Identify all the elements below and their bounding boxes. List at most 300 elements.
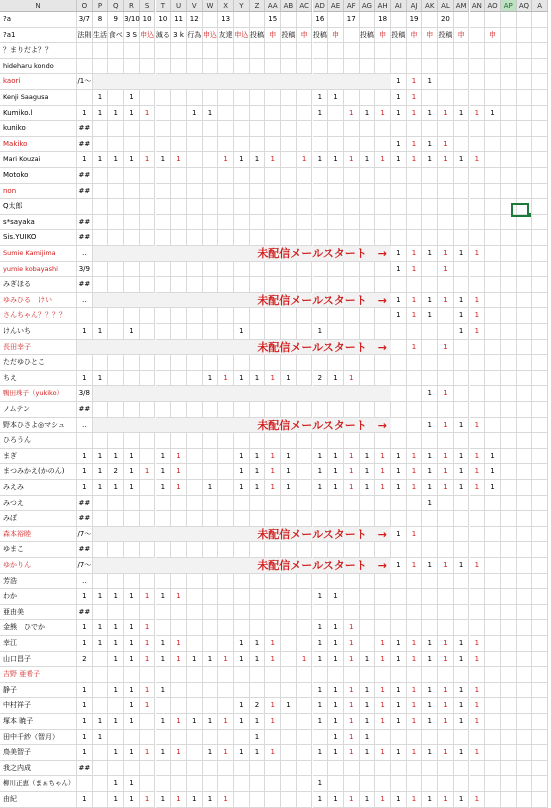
cell-aq[interactable] (517, 574, 533, 590)
cell-aa[interactable] (265, 215, 281, 231)
cell-ac[interactable] (297, 776, 313, 792)
cell-ad[interactable]: 1 (313, 90, 329, 106)
row-name-cell[interactable]: 田中千紗（智月） (0, 730, 77, 746)
cell-an[interactable] (470, 402, 486, 418)
cell-ao[interactable] (485, 527, 501, 543)
cell-aq[interactable] (517, 449, 533, 465)
cell-am[interactable] (454, 262, 470, 278)
cell-ad[interactable]: 1 (313, 745, 329, 761)
cell-ak[interactable] (422, 121, 438, 137)
cell-af[interactable] (344, 199, 360, 215)
cell-am[interactable]: 申 (454, 28, 470, 44)
cell-al[interactable] (438, 308, 454, 324)
cell-ao[interactable] (485, 12, 501, 28)
cell-ac[interactable] (297, 792, 313, 808)
cell-ad[interactable]: 投稿 (313, 28, 329, 44)
cell-ad[interactable]: 1 (313, 652, 329, 668)
cell-ag[interactable] (360, 230, 376, 246)
cell-ad[interactable] (313, 574, 329, 590)
cell-p[interactable] (93, 184, 109, 200)
cell-ao[interactable] (485, 698, 501, 714)
cell-ai[interactable]: 1 (391, 652, 407, 668)
cell-v[interactable] (187, 683, 203, 699)
cell-ag[interactable] (360, 776, 376, 792)
cell-ae[interactable]: 1 (328, 589, 344, 605)
cell-a[interactable] (532, 137, 548, 153)
cell-al[interactable]: 1 (438, 418, 454, 434)
cell-u[interactable] (171, 262, 187, 278)
row-name-cell[interactable]: Kenji Saagusa (0, 90, 77, 106)
cell-v[interactable] (187, 698, 203, 714)
cell-z[interactable] (250, 168, 266, 184)
cell-p[interactable]: 1 (93, 464, 109, 480)
cell-ah[interactable] (375, 620, 391, 636)
cell-ab[interactable]: 投稿 (281, 28, 297, 44)
cell-ak[interactable]: 1 (422, 636, 438, 652)
cell-ap[interactable] (501, 496, 517, 512)
cell-r[interactable]: 1 (124, 589, 140, 605)
cell-ai[interactable]: 1 (391, 698, 407, 714)
cell-aa[interactable] (265, 402, 281, 418)
cell-ai[interactable] (391, 168, 407, 184)
cell-an[interactable] (470, 137, 486, 153)
cell-ap[interactable] (501, 262, 517, 278)
cell-al[interactable] (438, 730, 454, 746)
cell-al[interactable]: 1 (438, 340, 454, 356)
cell-v[interactable] (187, 121, 203, 137)
cell-ac[interactable] (297, 402, 313, 418)
cell-o[interactable]: 3/9 (77, 262, 93, 278)
cell-r[interactable] (124, 761, 140, 777)
cell-aa[interactable]: 1 (265, 152, 281, 168)
cell-x[interactable] (218, 730, 234, 746)
cell-af[interactable]: 1 (344, 730, 360, 746)
column-header-aj[interactable]: AJ (407, 0, 423, 12)
cell-al[interactable]: 1 (438, 745, 454, 761)
cell-ap[interactable] (501, 589, 517, 605)
cell-p[interactable] (93, 215, 109, 231)
cell-p[interactable] (93, 776, 109, 792)
cell-t[interactable] (156, 761, 172, 777)
cell-z[interactable] (250, 620, 266, 636)
cell-v[interactable] (187, 433, 203, 449)
cell-ah[interactable] (375, 137, 391, 153)
cell-aa[interactable]: 申 (265, 28, 281, 44)
cell-s[interactable] (140, 761, 156, 777)
cell-ak[interactable]: 1 (422, 496, 438, 512)
cell-am[interactable]: 1 (454, 480, 470, 496)
cell-ai[interactable]: 1 (391, 308, 407, 324)
cell-ae[interactable]: 1 (328, 745, 344, 761)
cell-p[interactable] (93, 121, 109, 137)
cell-an[interactable] (470, 230, 486, 246)
cell-am[interactable]: 1 (454, 745, 470, 761)
cell-ao[interactable] (485, 168, 501, 184)
cell-ak[interactable] (422, 574, 438, 590)
cell-ai[interactable] (391, 667, 407, 683)
cell-a[interactable] (532, 184, 548, 200)
cell-ak[interactable] (422, 168, 438, 184)
cell-ai[interactable]: 1 (391, 745, 407, 761)
cell-aq[interactable] (517, 418, 533, 434)
column-header-al[interactable]: AL (438, 0, 454, 12)
cell-t[interactable] (156, 215, 172, 231)
cell-aj[interactable] (407, 730, 423, 746)
cell-ae[interactable] (328, 761, 344, 777)
cell-s[interactable] (140, 480, 156, 496)
cell-ad[interactable] (313, 230, 329, 246)
cell-x[interactable] (218, 449, 234, 465)
cell-p[interactable] (93, 542, 109, 558)
cell-ao[interactable] (485, 340, 501, 356)
cell-ah[interactable]: 1 (375, 745, 391, 761)
cell-af[interactable] (344, 574, 360, 590)
cell-v[interactable] (187, 589, 203, 605)
cell-al[interactable]: 1 (438, 636, 454, 652)
cell-ac[interactable] (297, 496, 313, 512)
cell-q[interactable] (108, 90, 124, 106)
cell-aq[interactable] (517, 371, 533, 387)
cell-ak[interactable]: 1 (422, 464, 438, 480)
cell-z[interactable]: 2 (250, 698, 266, 714)
cell-ao[interactable] (485, 90, 501, 106)
row-name-cell[interactable]: 吉野 亜希子 (0, 667, 77, 683)
cell-ab[interactable] (281, 730, 297, 746)
cell-v[interactable] (187, 542, 203, 558)
cell-aj[interactable] (407, 620, 423, 636)
cell-r[interactable] (124, 402, 140, 418)
cell-x[interactable] (218, 574, 234, 590)
cell-s[interactable] (140, 324, 156, 340)
cell-al[interactable]: 1 (438, 714, 454, 730)
cell-z[interactable] (250, 496, 266, 512)
row-name-cell[interactable]: 金熊 ひでか (0, 620, 77, 636)
cell-aj[interactable] (407, 402, 423, 418)
cell-al[interactable] (438, 667, 454, 683)
cell-ao[interactable] (485, 683, 501, 699)
cell-am[interactable]: 1 (454, 293, 470, 309)
cell-z[interactable] (250, 137, 266, 153)
cell-x[interactable] (218, 776, 234, 792)
cell-w[interactable]: 1 (203, 652, 219, 668)
cell-s[interactable] (140, 371, 156, 387)
cell-w[interactable] (203, 683, 219, 699)
cell-s[interactable] (140, 730, 156, 746)
cell-p[interactable]: 1 (93, 371, 109, 387)
cell-v[interactable] (187, 168, 203, 184)
cell-s[interactable]: 1 (140, 745, 156, 761)
cell-ad[interactable] (313, 168, 329, 184)
cell-a[interactable] (532, 12, 548, 28)
cell-ak[interactable] (422, 730, 438, 746)
cell-p[interactable]: 1 (93, 636, 109, 652)
cell-v[interactable]: 1 (187, 714, 203, 730)
cell-ak[interactable]: 1 (422, 714, 438, 730)
cell-ab[interactable] (281, 574, 297, 590)
cell-aa[interactable] (265, 433, 281, 449)
cell-ad[interactable]: 1 (313, 620, 329, 636)
cell-aq[interactable] (517, 480, 533, 496)
cell-ab[interactable] (281, 184, 297, 200)
cell-ak[interactable] (422, 761, 438, 777)
cell-v[interactable]: 1 (187, 106, 203, 122)
cell-p[interactable] (93, 59, 109, 75)
cell-ag[interactable] (360, 121, 376, 137)
cell-s[interactable] (140, 277, 156, 293)
cell-aa[interactable] (265, 90, 281, 106)
cell-ap[interactable] (501, 745, 517, 761)
cell-ai[interactable]: 1 (391, 293, 407, 309)
cell-z[interactable]: 1 (250, 480, 266, 496)
cell-o[interactable]: 1 (77, 371, 93, 387)
cell-ab[interactable] (281, 355, 297, 371)
cell-aq[interactable] (517, 605, 533, 621)
cell-ai[interactable] (391, 496, 407, 512)
cell-q[interactable] (108, 433, 124, 449)
cell-ab[interactable] (281, 43, 297, 59)
cell-ai[interactable]: 1 (391, 714, 407, 730)
cell-am[interactable] (454, 620, 470, 636)
cell-ap[interactable] (501, 277, 517, 293)
cell-af[interactable]: 1 (344, 683, 360, 699)
cell-am[interactable]: 1 (454, 683, 470, 699)
cell-w[interactable]: 1 (203, 745, 219, 761)
cell-aq[interactable] (517, 511, 533, 527)
cell-ao[interactable] (485, 792, 501, 808)
cell-ae[interactable] (328, 605, 344, 621)
cell-ap[interactable] (501, 480, 517, 496)
cell-aj[interactable]: 1 (407, 698, 423, 714)
cell-ac[interactable] (297, 371, 313, 387)
cell-aj[interactable] (407, 589, 423, 605)
cell-aq[interactable] (517, 652, 533, 668)
cell-af[interactable]: 1 (344, 714, 360, 730)
cell-af[interactable] (344, 262, 360, 278)
cell-t[interactable]: 1 (156, 589, 172, 605)
cell-q[interactable] (108, 215, 124, 231)
cell-o[interactable]: /7〜 (77, 527, 93, 543)
cell-am[interactable] (454, 402, 470, 418)
cell-w[interactable] (203, 152, 219, 168)
cell-a[interactable] (532, 43, 548, 59)
cell-s[interactable] (140, 121, 156, 137)
cell-t[interactable] (156, 199, 172, 215)
cell-an[interactable]: 1 (470, 480, 486, 496)
cell-am[interactable]: 1 (454, 558, 470, 574)
cell-aq[interactable] (517, 698, 533, 714)
cell-s[interactable] (140, 43, 156, 59)
row-name-cell[interactable]: Kumiko.l (0, 106, 77, 122)
cell-ap[interactable] (501, 527, 517, 543)
cell-t[interactable] (156, 620, 172, 636)
cell-y[interactable] (234, 308, 250, 324)
cell-aa[interactable] (265, 121, 281, 137)
cell-w[interactable] (203, 464, 219, 480)
cell-ab[interactable] (281, 12, 297, 28)
cell-ag[interactable] (360, 262, 376, 278)
cell-ap[interactable] (501, 308, 517, 324)
cell-q[interactable] (108, 43, 124, 59)
cell-ad[interactable] (313, 730, 329, 746)
cell-r[interactable] (124, 230, 140, 246)
column-header-s[interactable]: S (140, 0, 156, 12)
cell-y[interactable] (234, 262, 250, 278)
cell-s[interactable] (140, 355, 156, 371)
cell-t[interactable]: 1 (156, 792, 172, 808)
cell-x[interactable] (218, 355, 234, 371)
cell-r[interactable] (124, 605, 140, 621)
cell-al[interactable]: 1 (438, 386, 454, 402)
cell-ac[interactable] (297, 12, 313, 28)
cell-o[interactable]: .. (77, 574, 93, 590)
cell-v[interactable] (187, 496, 203, 512)
cell-q[interactable]: 1 (108, 106, 124, 122)
cell-a[interactable] (532, 74, 548, 90)
cell-t[interactable] (156, 698, 172, 714)
cell-aq[interactable] (517, 620, 533, 636)
cell-q[interactable]: 1 (108, 652, 124, 668)
cell-r[interactable] (124, 511, 140, 527)
cell-al[interactable] (438, 74, 454, 90)
cell-ae[interactable] (328, 12, 344, 28)
row-name-cell[interactable]: 鴨田珠子（yukiko） (0, 386, 77, 402)
cell-w[interactable] (203, 308, 219, 324)
cell-ag[interactable] (360, 308, 376, 324)
cell-p[interactable] (93, 43, 109, 59)
cell-af[interactable] (344, 137, 360, 153)
cell-am[interactable] (454, 496, 470, 512)
cell-v[interactable] (187, 745, 203, 761)
cell-r[interactable] (124, 262, 140, 278)
cell-ag[interactable] (360, 199, 376, 215)
cell-ah[interactable] (375, 605, 391, 621)
cell-r[interactable]: 1 (124, 90, 140, 106)
cell-o[interactable]: 1 (77, 745, 93, 761)
cell-af[interactable] (344, 28, 360, 44)
cell-ao[interactable] (485, 230, 501, 246)
cell-p[interactable]: 1 (93, 730, 109, 746)
row-name-cell[interactable]: Makiko (0, 137, 77, 153)
cell-v[interactable] (187, 776, 203, 792)
cell-ai[interactable] (391, 230, 407, 246)
cell-u[interactable] (171, 121, 187, 137)
cell-w[interactable] (203, 262, 219, 278)
cell-y[interactable]: 1 (234, 464, 250, 480)
cell-aa[interactable] (265, 277, 281, 293)
cell-ao[interactable]: 1 (485, 449, 501, 465)
cell-al[interactable] (438, 589, 454, 605)
cell-a[interactable] (532, 527, 548, 543)
cell-u[interactable] (171, 215, 187, 231)
cell-ag[interactable] (360, 277, 376, 293)
cell-ak[interactable] (422, 527, 438, 543)
cell-ao[interactable]: 1 (485, 464, 501, 480)
cell-ab[interactable] (281, 121, 297, 137)
cell-y[interactable] (234, 589, 250, 605)
cell-ac[interactable] (297, 199, 313, 215)
cell-s[interactable] (140, 215, 156, 231)
cell-ah[interactable] (375, 184, 391, 200)
cell-am[interactable] (454, 776, 470, 792)
row-name-cell[interactable]: ひろうん (0, 433, 77, 449)
cell-aq[interactable] (517, 293, 533, 309)
cell-x[interactable] (218, 308, 234, 324)
cell-ap[interactable] (501, 12, 517, 28)
cell-am[interactable] (454, 761, 470, 777)
cell-y[interactable] (234, 215, 250, 231)
cell-q[interactable]: 1 (108, 714, 124, 730)
cell-ap[interactable] (501, 168, 517, 184)
cell-ak[interactable]: 1 (422, 386, 438, 402)
cell-ap[interactable] (501, 620, 517, 636)
cell-ab[interactable] (281, 433, 297, 449)
cell-ag[interactable] (360, 43, 376, 59)
cell-q[interactable] (108, 121, 124, 137)
cell-x[interactable] (218, 620, 234, 636)
cell-t[interactable] (156, 605, 172, 621)
cell-ai[interactable] (391, 12, 407, 28)
column-header-x[interactable]: X (218, 0, 234, 12)
cell-al[interactable] (438, 527, 454, 543)
cell-ad[interactable] (313, 184, 329, 200)
cell-t[interactable] (156, 511, 172, 527)
cell-o[interactable] (77, 433, 93, 449)
cell-u[interactable] (171, 355, 187, 371)
cell-ag[interactable] (360, 371, 376, 387)
cell-aj[interactable] (407, 199, 423, 215)
row-name-cell[interactable]: ?a1 (0, 28, 77, 44)
cell-ae[interactable]: 1 (328, 652, 344, 668)
cell-ae[interactable] (328, 542, 344, 558)
cell-al[interactable] (438, 620, 454, 636)
cell-u[interactable]: 1 (171, 152, 187, 168)
cell-ap[interactable] (501, 184, 517, 200)
cell-ac[interactable] (297, 464, 313, 480)
cell-z[interactable] (250, 12, 266, 28)
cell-p[interactable]: 1 (93, 714, 109, 730)
cell-ao[interactable] (485, 730, 501, 746)
cell-ad[interactable]: 1 (313, 449, 329, 465)
cell-aq[interactable] (517, 277, 533, 293)
cell-ab[interactable] (281, 714, 297, 730)
cell-z[interactable] (250, 511, 266, 527)
cell-am[interactable] (454, 511, 470, 527)
cell-o[interactable]: ## (77, 511, 93, 527)
cell-ad[interactable]: 1 (313, 683, 329, 699)
column-header-q[interactable]: Q (108, 0, 124, 12)
cell-ap[interactable] (501, 698, 517, 714)
cell-ai[interactable] (391, 511, 407, 527)
cell-aj[interactable]: 1 (407, 714, 423, 730)
cell-an[interactable] (470, 511, 486, 527)
cell-w[interactable] (203, 698, 219, 714)
cell-v[interactable] (187, 402, 203, 418)
cell-ap[interactable] (501, 558, 517, 574)
cell-x[interactable] (218, 667, 234, 683)
row-name-cell[interactable]: ノムテン (0, 402, 77, 418)
cell-ao[interactable] (485, 511, 501, 527)
cell-ac[interactable]: 1 (297, 652, 313, 668)
cell-al[interactable]: 1 (438, 262, 454, 278)
cell-a[interactable] (532, 652, 548, 668)
cell-af[interactable] (344, 433, 360, 449)
cell-ah[interactable]: 1 (375, 464, 391, 480)
cell-ak[interactable]: 1 (422, 106, 438, 122)
cell-v[interactable] (187, 152, 203, 168)
cell-ag[interactable]: 1 (360, 449, 376, 465)
cell-am[interactable]: 1 (454, 324, 470, 340)
cell-aj[interactable] (407, 776, 423, 792)
